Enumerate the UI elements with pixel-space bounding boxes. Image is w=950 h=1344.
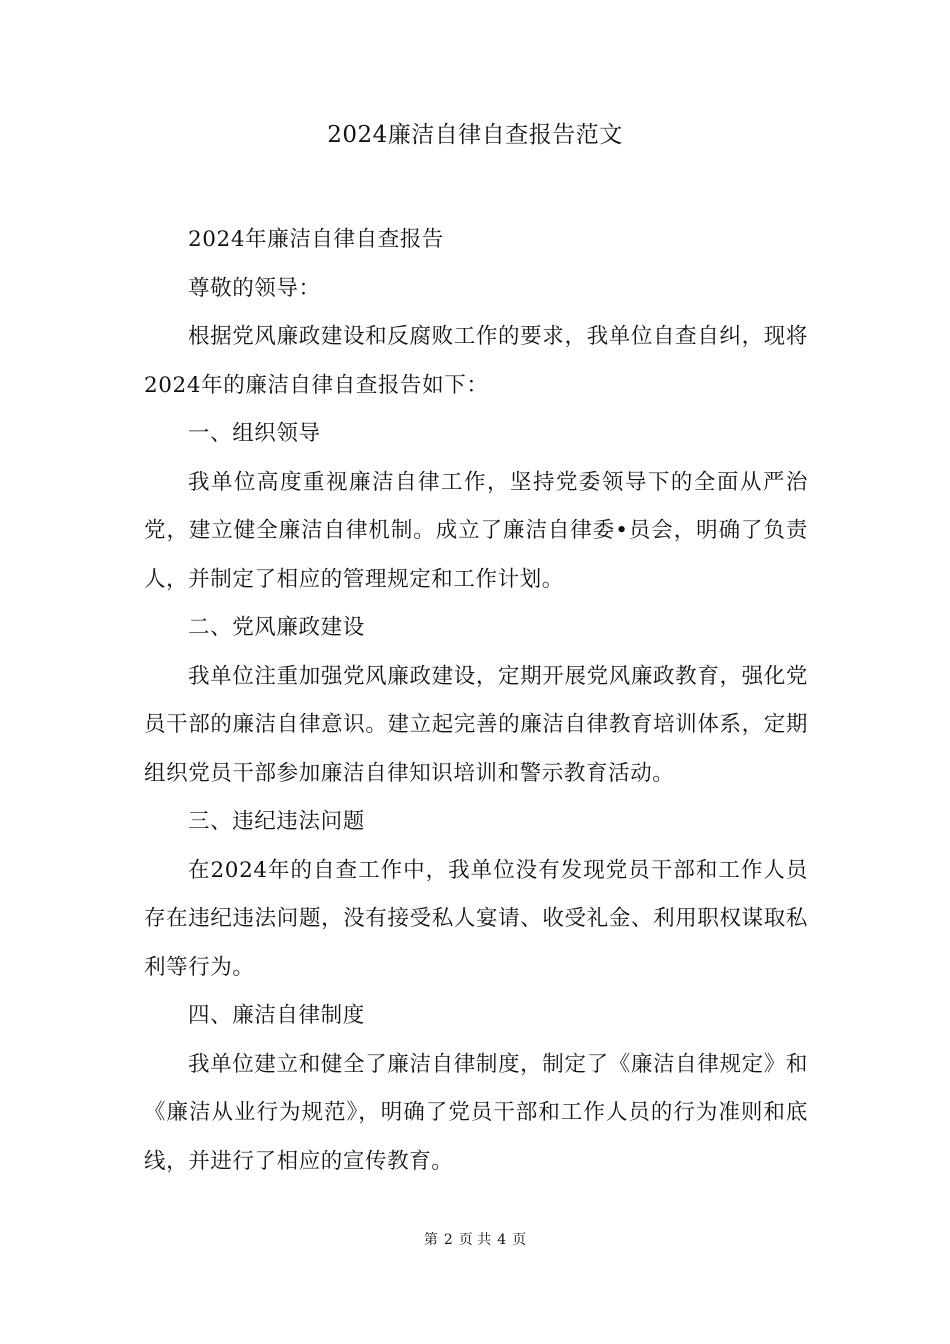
page-label-suffix: 页 <box>512 1232 527 1248</box>
intro-paragraph: 根据党风廉政建设和反腐败工作的要求，我单位自查自纠，现将2024年的廉洁自律自查报告如下： <box>144 324 808 398</box>
report-heading: 2024年廉洁自律自查报告 <box>188 227 445 252</box>
salutation: 尊敬的领导： <box>188 275 321 301</box>
section-paragraph-1: 我单位高度重视廉洁自律工作，坚持党委领导下的全面从严治党，建立健全廉洁自律机制。成立了廉洁自律委•员会，明确了负责人，并制定了相应的管理规定和工作计划。 <box>144 469 808 592</box>
section-heading-4: 四、廉洁自律制度 <box>188 1003 365 1028</box>
document-body <box>144 216 808 1186</box>
section-paragraph-3: 在2024年的自查工作中，我单位没有发现党员干部和工作人员存在违纪违法问题，没有接受私人宴请、收受礼金、利用职权谋取私利等行为。 <box>144 857 808 980</box>
total-pages-number: 4 <box>497 1232 507 1248</box>
page-footer <box>0 1230 950 1250</box>
section-heading-3: 三、违纪违法问题 <box>188 809 365 834</box>
section-paragraph-4: 我单位建立和健全了廉洁自律制度，制定了《廉洁自律规定》和《廉洁从业行为规范》，明确了党员干部和工作人员的行为准则和底线，并进行了相应的宣传教育。 <box>144 1051 808 1174</box>
page-label-prefix: 第 <box>423 1232 438 1248</box>
section-heading-2: 二、党风廉政建设 <box>188 615 365 640</box>
document-title: 2024廉洁自律自查报告范文 <box>327 122 623 148</box>
section-heading-1: 一、组织领导 <box>188 421 321 446</box>
page-label-mid: 页 共 <box>458 1232 492 1248</box>
section-paragraph-2: 我单位注重加强党风廉政建设，定期开展党风廉政教育，强化党员干部的廉洁自律意识。建立起完善的廉洁自律教育培训体系，定期组织党员干部参加廉洁自律知识培训和警示教育活动。 <box>144 663 808 786</box>
current-page-number: 2 <box>443 1232 453 1248</box>
